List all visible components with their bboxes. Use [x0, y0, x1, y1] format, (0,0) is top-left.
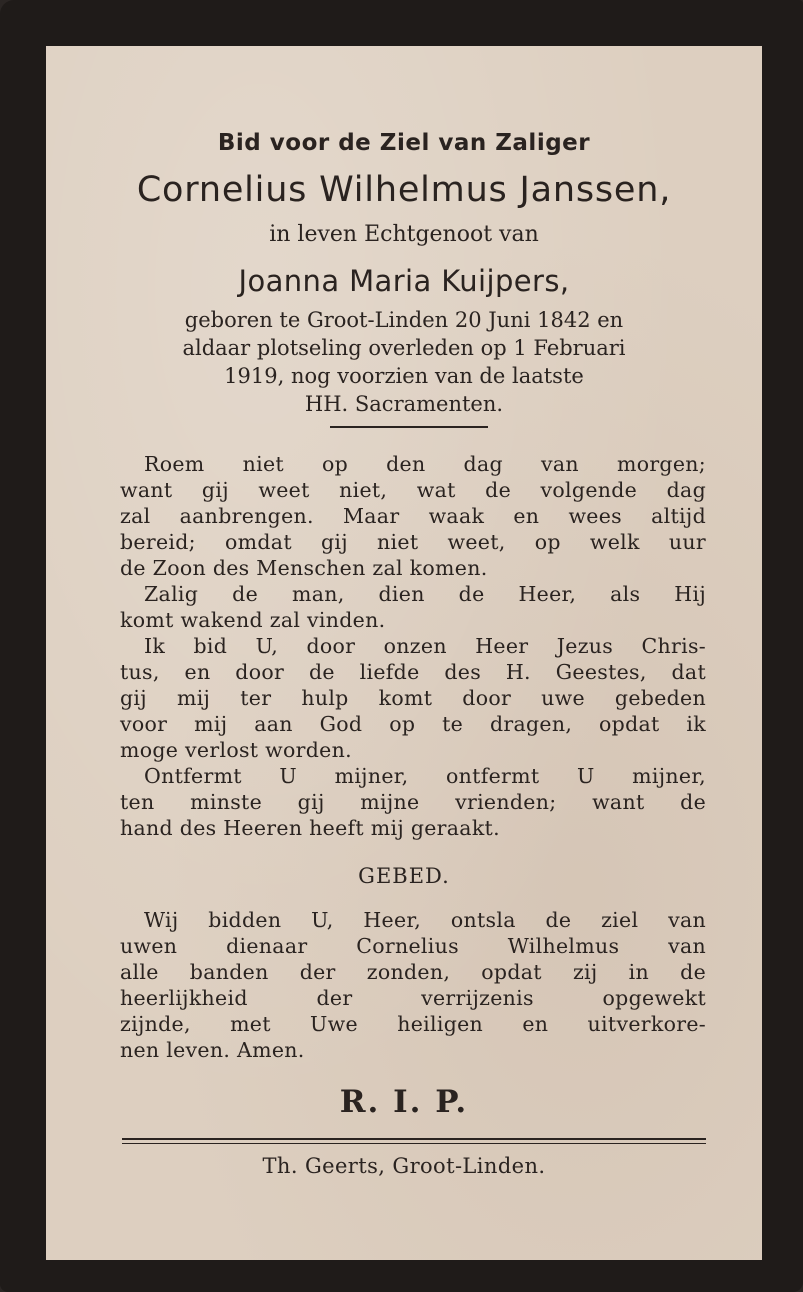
bio-line: HH. Sacramenten.: [304, 392, 504, 416]
text-line: Ik bid U, door onzen Heer Jezus Chris-: [144, 634, 706, 658]
bio-line: 1919, nog voorzien van de laatste: [224, 364, 584, 388]
text-line: bereid; omdat gij niet weet, op welk uur: [120, 530, 706, 554]
relation-line: in leven Echtgenoot van: [269, 222, 539, 247]
prayer-line: zijnde, met Uwe heiligen en uitverkore-: [120, 1012, 706, 1036]
spouse-name: Joanna Maria Kuijpers,: [238, 264, 570, 298]
deceased-name: Cornelius Wilhelmus Janssen,: [136, 170, 672, 210]
text-line: zal aanbrengen. Maar waak en wees altijd: [120, 504, 706, 528]
divider-lower: [122, 1143, 706, 1144]
text-line: voor mij aan God op te dragen, opdat ik: [120, 712, 706, 736]
prayer-line: Wij bidden U, Heer, ontsla de ziel van: [144, 908, 706, 932]
prayer-line: uwen dienaar Cornelius Wilhelmus van: [120, 934, 706, 958]
prayer-line: nen leven. Amen.: [120, 1038, 305, 1062]
text-line: tus, en door de liefde des H. Geestes, dat: [120, 660, 706, 684]
text-line: Zalig de man, dien de Heer, als Hij: [144, 582, 706, 606]
bio-line: geboren te Groot-Linden 20 Juni 1842 en: [184, 308, 624, 332]
prayer-line: alle banden der zonden, opdat zij in de: [120, 960, 706, 984]
text-line: de Zoon des Menschen zal komen.: [120, 556, 488, 580]
card-paper: [46, 46, 762, 1260]
text-line: want gij weet niet, wat de volgende dag: [120, 478, 706, 502]
rip-closing: R. I. P.: [339, 1084, 469, 1120]
intro-line: Bid voor de Ziel van Zaliger: [217, 130, 591, 156]
divider-upper: [122, 1138, 706, 1140]
text-line: moge verlost worden.: [120, 738, 352, 762]
text-line: Roem niet op den dag van morgen;: [144, 452, 706, 476]
prayer-line: heerlijkheid der verrijzenis opgewekt: [120, 986, 706, 1010]
printer-credit: Th. Geerts, Groot-Linden.: [262, 1154, 546, 1178]
text-line: gij mij ter hulp komt door uwe gebeden: [120, 686, 706, 710]
bio-line: aldaar plotseling overleden op 1 Februari: [182, 336, 626, 360]
text-line: hand des Heeren heeft mij geraakt.: [120, 816, 500, 840]
prayer-heading: GEBED.: [358, 864, 450, 888]
text-line: Ontfermt U mijner, ontfermt U mijner,: [144, 764, 706, 788]
text-line: ten minste gij mijne vrienden; want de: [120, 790, 706, 814]
divider-short: [330, 426, 488, 428]
text-line: komt wakend zal vinden.: [120, 608, 386, 632]
